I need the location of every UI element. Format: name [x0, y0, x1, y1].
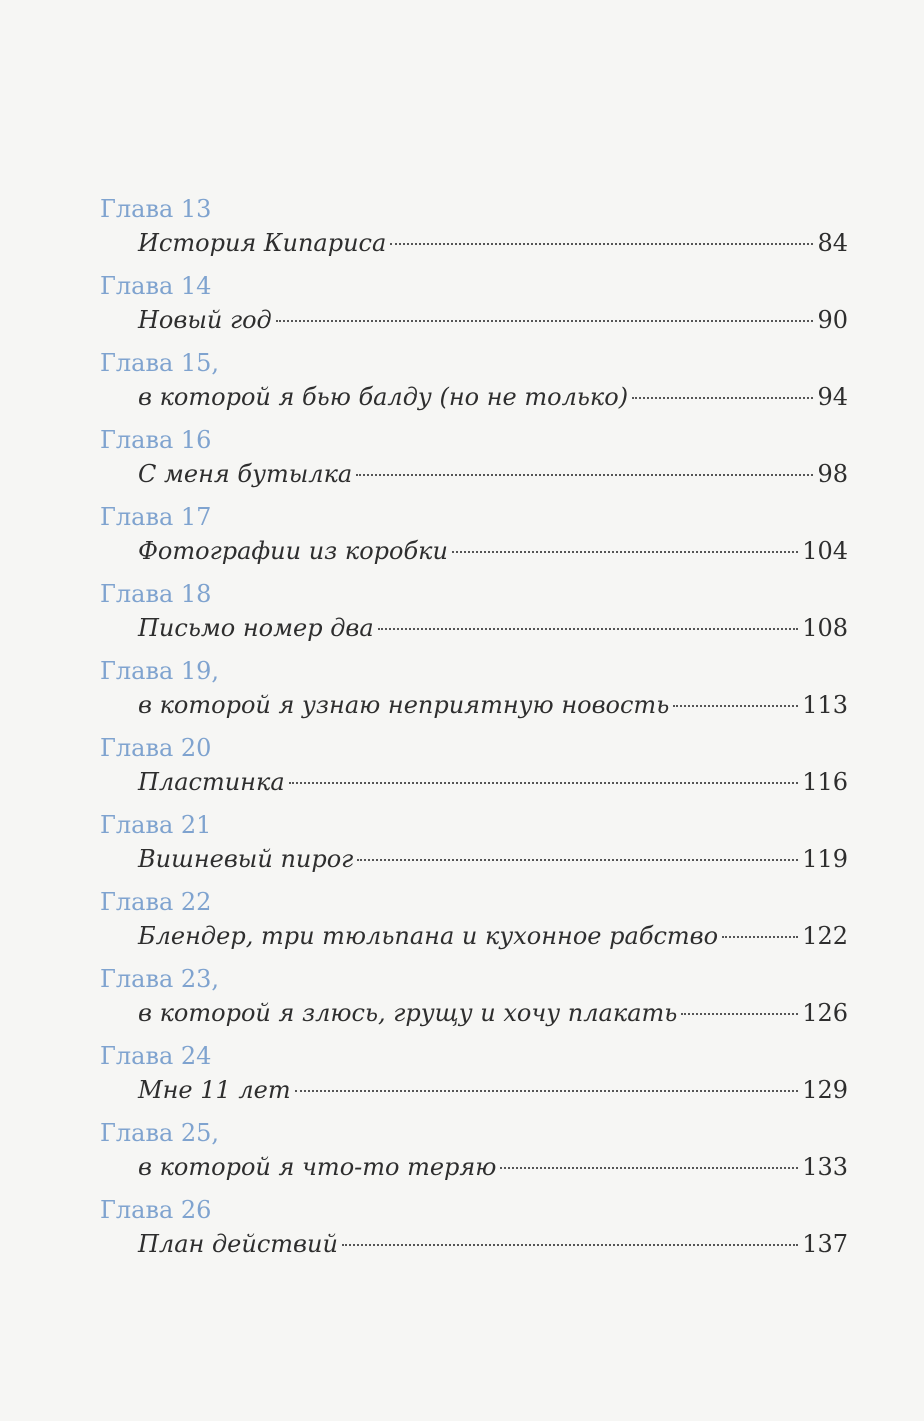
chapter-title: Новый год: [138, 306, 272, 334]
chapter-title: Пластинка: [138, 768, 285, 796]
page-number: 104: [802, 537, 848, 565]
chapter-title: в которой я что-то теряю: [138, 1153, 497, 1181]
dot-leader: [452, 551, 798, 553]
chapter-title: План действий: [138, 1230, 338, 1258]
chapter-title: в которой я злюсь, грущу и хочу плакать: [138, 999, 678, 1027]
dot-leader: [289, 782, 799, 784]
page-number: 137: [802, 1230, 848, 1258]
chapter-title: История Кипариса: [138, 229, 387, 257]
dot-leader: [673, 705, 798, 707]
chapter-heading: Глава 14: [100, 272, 212, 300]
dot-leader: [295, 1090, 799, 1092]
toc-entry: [100, 192, 848, 269]
chapter-heading: Глава 22: [100, 888, 212, 916]
page-number: 94: [817, 383, 848, 411]
toc-entry: [100, 500, 848, 577]
toc-line: [138, 765, 848, 799]
toc-line: [138, 534, 848, 568]
toc-entry: [100, 654, 848, 731]
chapter-heading: Глава 26: [100, 1196, 212, 1224]
toc-entry: [100, 577, 848, 654]
chapter-title: Письмо номер два: [138, 614, 374, 642]
table-of-contents: [100, 192, 848, 1270]
chapter-heading: Глава 20: [100, 734, 212, 762]
dot-leader: [378, 628, 798, 630]
chapter-heading: Глава 15,: [100, 349, 220, 377]
chapter-title: в которой я бью балду (но не только): [138, 383, 629, 411]
toc-line: [138, 688, 848, 722]
page-number: 129: [802, 1076, 848, 1104]
chapter-title: Мне 11 лет: [138, 1076, 291, 1104]
toc-entry: [100, 808, 848, 885]
dot-leader: [632, 397, 813, 399]
dot-leader: [500, 1167, 798, 1169]
dot-leader: [342, 1244, 798, 1246]
page-number: 133: [802, 1153, 848, 1181]
toc-line: [138, 1227, 848, 1261]
toc-entry: [100, 885, 848, 962]
toc-entry: [100, 423, 848, 500]
toc-line: [138, 996, 848, 1030]
chapter-title: С меня бутылка: [138, 460, 353, 488]
dot-leader: [356, 474, 813, 476]
chapter-title: Фотографии из коробки: [138, 537, 448, 565]
toc-entry: [100, 731, 848, 808]
chapter-heading: Глава 17: [100, 503, 212, 531]
page-number: 119: [802, 845, 848, 873]
page-number: 98: [817, 460, 848, 488]
toc-entry: [100, 269, 848, 346]
page-number: 108: [802, 614, 848, 642]
chapter-heading: Глава 25,: [100, 1119, 220, 1147]
toc-line: [138, 226, 848, 260]
chapter-title: в которой я узнаю неприятную новость: [138, 691, 670, 719]
page-number: 126: [802, 999, 848, 1027]
toc-line: [138, 1150, 848, 1184]
chapter-heading: Глава 24: [100, 1042, 212, 1070]
toc-line: [138, 919, 848, 953]
toc-line: [138, 1073, 848, 1107]
toc-line: [138, 457, 848, 491]
dot-leader: [722, 936, 798, 938]
chapter-heading: Глава 21: [100, 811, 212, 839]
toc-entry: [100, 1193, 848, 1270]
dot-leader: [681, 1013, 798, 1015]
toc-line: [138, 842, 848, 876]
toc-entry: [100, 962, 848, 1039]
chapter-heading: Глава 16: [100, 426, 212, 454]
toc-line: [138, 611, 848, 645]
chapter-title: Вишневый пирог: [138, 845, 354, 873]
chapter-heading: Глава 18: [100, 580, 212, 608]
toc-line: [138, 380, 848, 414]
chapter-heading: Глава 23,: [100, 965, 220, 993]
chapter-heading: Глава 19,: [100, 657, 220, 685]
chapter-heading: Глава 13: [100, 195, 212, 223]
toc-entry: [100, 346, 848, 423]
toc-line: [138, 303, 848, 337]
page-number: 122: [802, 922, 848, 950]
page-number: 113: [802, 691, 848, 719]
dot-leader: [390, 243, 813, 245]
toc-entry: [100, 1116, 848, 1193]
dot-leader: [357, 859, 798, 861]
page-number: 84: [817, 229, 848, 257]
toc-entry: [100, 1039, 848, 1116]
chapter-title: Блендер, три тюльпана и кухонное рабство: [138, 922, 719, 950]
page-number: 90: [817, 306, 848, 334]
page-number: 116: [802, 768, 848, 796]
dot-leader: [276, 320, 814, 322]
